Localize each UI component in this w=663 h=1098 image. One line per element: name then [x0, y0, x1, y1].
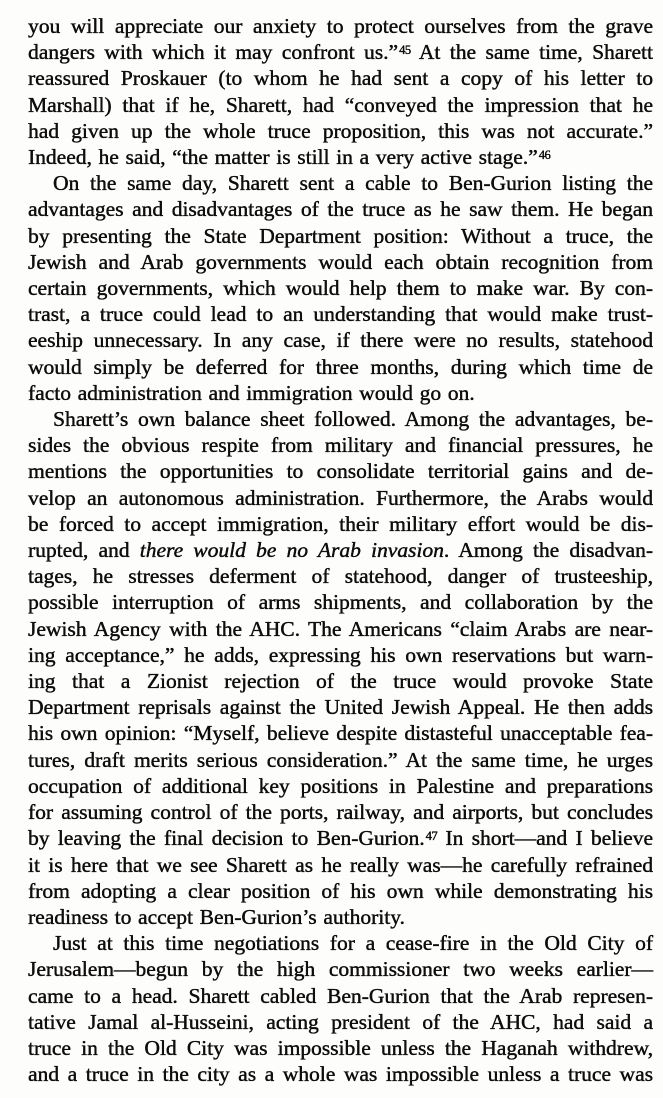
- text-run: facto administration and immigration would go on.: [28, 380, 475, 405]
- text-run: by presenting the State Department position: Without a truce, the: [28, 223, 653, 248]
- text-line: [28, 694, 653, 720]
- text-line: [28, 275, 653, 301]
- text-line: [28, 825, 653, 851]
- emphasis-text: there would be no Arab invasion: [139, 538, 444, 563]
- text-run: In short—and I believe: [437, 826, 653, 851]
- text-line: [28, 458, 653, 484]
- text-run: Jerusalem—begun by the high commissioner two weeks earlier—: [28, 957, 653, 982]
- text-line: [28, 1009, 653, 1035]
- text-line: [28, 92, 653, 118]
- page-text: [28, 13, 653, 1087]
- paragraph: [28, 13, 653, 170]
- text-run: velop an autonomous administration. Furthermore, the Arabs would: [28, 485, 653, 510]
- footnote-ref: 45: [399, 42, 411, 57]
- paragraph: [28, 930, 653, 1087]
- text-run: At the same time, Sharett: [410, 40, 654, 65]
- text-line: [28, 1035, 653, 1061]
- footnote-ref: 47: [425, 829, 438, 844]
- text-run: truce in the Old City was impossible unless the Haganah withdrew,: [28, 1035, 653, 1060]
- text-run: Marshall) that if he, Sharett, had “conveyed the impression that he: [28, 92, 653, 117]
- text-line: [28, 196, 653, 222]
- text-run: possible interruption of arms shipments, and collaboration by the: [28, 590, 653, 615]
- text-run: by leaving the final decision to Ben-Gurion.: [28, 826, 425, 851]
- text-line: [28, 983, 653, 1009]
- text-line: [28, 563, 653, 589]
- text-run: tages, he stresses deferment of statehood, danger of trusteeship,: [28, 564, 653, 589]
- text-line: [28, 485, 653, 511]
- text-run: On the same day, Sharett sent a cable to Ben-Gurion listing the: [53, 171, 653, 196]
- text-run: came to a head. Sharett cabled Ben-Gurion that the Arab represen-: [28, 983, 653, 1008]
- text-line: [28, 616, 653, 642]
- text-run: Jewish and Arab governments would each obtain recognition from: [28, 249, 653, 274]
- text-run: certain governments, which would help them to make war. By con-: [28, 276, 653, 301]
- text-run: tative Jamal al-Husseini, acting president of the AHC, had said a: [28, 1009, 653, 1034]
- text-line: [28, 432, 653, 458]
- text-run: sides the obvious respite from military and financial pressures, he: [28, 433, 653, 458]
- text-run: rupted, and: [28, 538, 140, 563]
- text-line: [28, 39, 653, 65]
- footnote-ref: 46: [538, 147, 551, 162]
- text-line: [28, 144, 653, 170]
- text-line: [28, 380, 653, 406]
- text-run: mentions the opportunities to consolidate territorial gains and de-: [28, 459, 653, 484]
- text-line: [28, 878, 653, 904]
- text-run: be forced to accept immigration, their military effort would be dis-: [28, 511, 653, 536]
- text-line: [28, 65, 653, 91]
- text-run: readiness to accept Ben-Gurion’s authority.: [28, 904, 405, 929]
- text-run: Sharett’s own balance sheet followed. Among the advantages, be-: [53, 407, 653, 432]
- text-run: his own opinion: “Myself, believe despite distasteful unacceptable fea-: [28, 721, 653, 746]
- text-run: advantages and disadvantages of the truce as he saw them. He began: [28, 197, 653, 222]
- text-line: [28, 747, 653, 773]
- text-line: [28, 327, 653, 353]
- text-run: ing acceptance,” he adds, expressing his own reservations but warn-: [28, 642, 653, 667]
- text-run: you will appreciate our anxiety to protect ourselves from the grave: [28, 14, 653, 38]
- text-run: had given up the whole truce proposition, this was not accurate.”: [28, 118, 653, 143]
- text-line: [28, 720, 653, 746]
- text-line: [28, 956, 653, 982]
- text-line: [28, 773, 653, 799]
- text-line: [28, 406, 653, 432]
- text-line: [28, 13, 653, 39]
- text-line: [28, 249, 653, 275]
- paragraph: [28, 170, 653, 406]
- text-line: [28, 354, 653, 380]
- text-line: [28, 668, 653, 694]
- text-run: Jewish Agency with the AHC. The Americans “claim Arabs are near-: [28, 616, 653, 641]
- text-run: it is here that we see Sharett as he really was—he carefully refrained: [28, 852, 653, 877]
- text-run: eeship unnecessary. In any case, if there were no results, statehood: [28, 328, 653, 353]
- text-run: reassured Proskauer (to whom he had sent a copy of his letter to: [28, 66, 653, 91]
- text-run: Indeed, he said, “the matter is still in a very active stage.”: [28, 145, 538, 170]
- text-run: Just at this time negotiations for a cease-fire in the Old City of: [53, 931, 653, 956]
- text-run: tures, draft merits serious consideration.” At the same time, he urges: [28, 747, 653, 772]
- text-run: dangers with which it may confront us.”: [28, 40, 399, 65]
- text-run: occupation of additional key positions in Palestine and preparations: [28, 773, 653, 798]
- text-run: ing that a Zionist rejection of the truce would provoke State: [28, 669, 653, 694]
- text-run: would simply be deferred for three months, during which time de: [28, 354, 653, 379]
- text-run: . Among the disadvan-: [443, 538, 653, 563]
- text-line: [28, 1061, 653, 1087]
- text-line: [28, 301, 653, 327]
- text-line: [28, 537, 653, 563]
- text-line: [28, 511, 653, 537]
- text-line: [28, 589, 653, 615]
- text-run: from adopting a clear position of his own while demonstrating his: [28, 878, 653, 903]
- text-line: [28, 118, 653, 144]
- text-line: [28, 904, 653, 930]
- text-run: for assuming control of the ports, railway, and airports, but concludes: [28, 800, 653, 825]
- text-line: [28, 642, 653, 668]
- paragraph: [28, 406, 653, 930]
- text-run: Department reprisals against the United Jewish Appeal. He then adds: [28, 695, 653, 720]
- text-run: trast, a truce could lead to an understanding that would make trust-: [28, 302, 653, 327]
- text-line: [28, 930, 653, 956]
- text-line: [28, 799, 653, 825]
- text-run: and a truce in the city as a whole was impossible unless a truce was: [28, 1062, 653, 1087]
- text-line: [28, 170, 653, 196]
- text-line: [28, 852, 653, 878]
- text-line: [28, 223, 653, 249]
